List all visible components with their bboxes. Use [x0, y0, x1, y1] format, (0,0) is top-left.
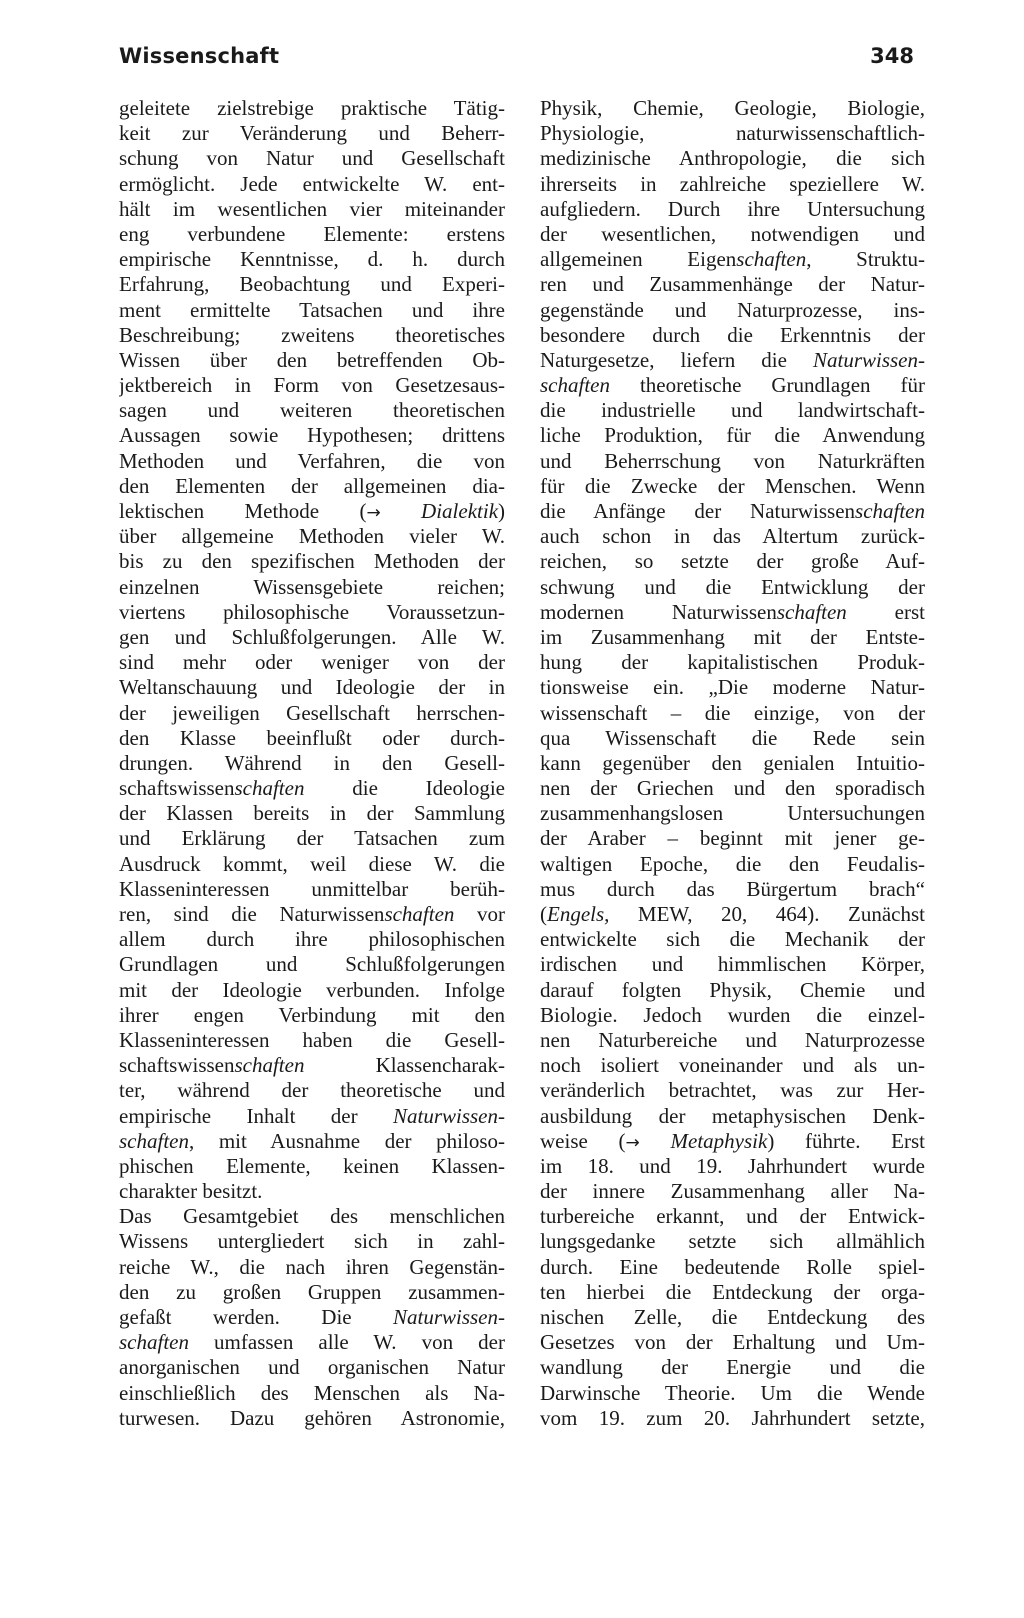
text-line: empirische Kenntnisse, d. h. durch: [119, 247, 505, 272]
text-line: charakter besitzt.: [119, 1179, 263, 1204]
right-column: [540, 96, 925, 1431]
text-line: schaften, mit Ausnahme der philoso-: [119, 1128, 505, 1153]
text-line: eng verbundene Elemente: erstens: [119, 221, 505, 246]
text-line: (Engels, MEW, 20, 464). Zunächst: [540, 902, 925, 926]
text-line: ihrer engen Verbindung mit den: [119, 1002, 505, 1027]
text-line: mit der Ideologie verbunden. Infolge: [119, 977, 505, 1002]
text-line: geleitete zielstrebige praktische Tätig-: [119, 96, 505, 120]
text-line: tionsweise ein. „Die moderne Natur-: [540, 675, 925, 700]
text-line: einzelnen Wissensgebiete reichen;: [119, 574, 505, 599]
text-line: vom 19. zum 20. Jahrhundert setzte,: [540, 1405, 925, 1430]
text-line: liche Produktion, für die Anwendung: [540, 423, 925, 448]
text-line: anorganischen und organischen Natur: [119, 1355, 505, 1380]
text-line: aufgliedern. Durch ihre Untersuchung: [540, 196, 925, 221]
text-line: wandlung der Energie und die: [540, 1355, 925, 1380]
text-line: phischen Elemente, keinen Klassen-: [119, 1153, 505, 1178]
text-line: Naturgesetze, liefern die Naturwissen-: [540, 347, 925, 372]
text-line: gefaßt werden. Die Naturwissen-: [119, 1305, 505, 1329]
running-title: Wissenschaft: [119, 44, 280, 68]
page-header: [119, 44, 914, 80]
text-line: ter, während der theoretische und: [119, 1078, 505, 1103]
text-line: Physik, Chemie, Geologie, Biologie,: [540, 96, 925, 120]
text-line: den zu großen Gruppen zusammen-: [119, 1279, 505, 1304]
text-line: keit zur Veränderung und Beherr-: [119, 121, 505, 146]
text-line: Gesetzes von der Erhaltung und Um-: [540, 1330, 925, 1355]
text-line: nen Naturbereiche und Naturprozesse: [540, 1027, 925, 1052]
text-line: empirische Inhalt der Naturwissen-: [119, 1103, 505, 1128]
text-line: im 18. und 19. Jahrhundert wurde: [540, 1153, 925, 1178]
text-line: medizinische Anthropologie, die sich: [540, 146, 925, 171]
text-line: der Araber – beginnt mit jener ge-: [540, 826, 925, 851]
text-line: ment ermittelte Tatsachen und ihre: [119, 297, 505, 322]
text-line: die Anfänge der Naturwissenschaften: [540, 499, 925, 523]
text-line: schung von Natur und Gesellschaft: [119, 146, 505, 171]
text-line: ausbildung der metaphysischen Denk-: [540, 1103, 925, 1128]
text-line: Weltanschauung und Ideologie der in: [119, 675, 505, 700]
text-line: reichen, so setzte der große Auf-: [540, 549, 925, 574]
text-line: den Elementen der allgemeinen dia-: [119, 473, 505, 498]
text-line: reiche W., die nach ihren Gegenstän-: [119, 1254, 505, 1279]
text-line: ermöglicht. Jede entwickelte W. ent-: [119, 171, 505, 196]
text-line: waltigen Epoche, die den Feudalis-: [540, 851, 925, 876]
text-line: ihrerseits in zahlreiche speziellere W.: [540, 171, 925, 196]
text-line: Physiologie, naturwissenschaftlich-: [540, 121, 925, 146]
text-line: turbereiche erkannt, und der Entwick-: [540, 1204, 925, 1229]
text-line: hung der kapitalistischen Produk-: [540, 650, 925, 675]
text-line: Erfahrung, Beobachtung und Experi-: [119, 272, 505, 297]
text-line: hält im wesentlichen vier miteinander: [119, 196, 505, 221]
text-line: Das Gesamtgebiet des menschlichen: [119, 1204, 505, 1229]
text-line: Grundlagen und Schlußfolgerungen: [119, 952, 505, 977]
text-line: veränderlich betrachtet, was zur Her-: [540, 1078, 925, 1103]
text-line: Wissens untergliedert sich in zahl-: [119, 1229, 505, 1254]
text-line: sagen und weiteren theoretischen: [119, 398, 505, 423]
page-number: 348: [870, 44, 914, 68]
text-line: nischen Zelle, die Entdeckung des: [540, 1305, 925, 1329]
text-line: bis zu den spezifischen Methoden der: [119, 549, 505, 574]
text-line: und Erklärung der Tatsachen zum: [119, 826, 505, 851]
text-line: qua Wissenschaft die Rede sein: [540, 725, 925, 750]
text-line: Darwinsche Theorie. Um die Wende: [540, 1380, 925, 1405]
text-line: Beschreibung; zweitens theoretisches: [119, 322, 505, 347]
text-line: irdischen und himmlischen Körper,: [540, 952, 925, 977]
text-line: lektischen Methode (→ Dialektik): [119, 499, 505, 523]
text-line: ren und Zusammenhänge der Natur-: [540, 272, 925, 297]
text-line: Klasseninteressen haben die Gesell-: [119, 1027, 505, 1052]
text-line: noch isoliert voneinander und als un-: [540, 1053, 925, 1078]
text-line: schaftswissenschaften die Ideologie: [119, 776, 505, 801]
text-line: über allgemeine Methoden vieler W.: [119, 524, 505, 549]
text-line: schaften umfassen alle W. von der: [119, 1330, 505, 1355]
text-line: Methoden und Verfahren, die von: [119, 448, 505, 473]
text-line: gen und Schlußfolgerungen. Alle W.: [119, 624, 505, 649]
text-line: drungen. Während in den Gesell-: [119, 750, 505, 775]
text-line: allgemeinen Eigenschaften, Struktu-: [540, 247, 925, 272]
text-line: Aussagen sowie Hypothesen; drittens: [119, 423, 505, 448]
text-line: der jeweiligen Gesellschaft herrschen-: [119, 700, 505, 725]
text-line: darauf folgten Physik, Chemie und: [540, 977, 925, 1002]
text-line: jektbereich in Form von Gesetzesaus-: [119, 373, 505, 398]
text-line: Ausdruck kommt, weil diese W. die: [119, 851, 505, 876]
text-line: allem durch ihre philosophischen: [119, 927, 505, 952]
text-line: den Klasse beeinflußt oder durch-: [119, 725, 505, 750]
text-line: gegenstände und Naturprozesse, ins-: [540, 297, 925, 322]
text-line: nen der Griechen und den sporadisch: [540, 776, 925, 801]
text-line: der Klassen bereits in der Sammlung: [119, 801, 505, 826]
text-line: zusammenhangslosen Untersuchungen: [540, 801, 925, 826]
text-line: viertens philosophische Voraussetzun-: [119, 599, 505, 624]
text-line: besondere durch die Erkenntnis der: [540, 322, 925, 347]
text-line: Biologie. Jedoch wurden die einzel-: [540, 1002, 925, 1027]
text-line: der wesentlichen, notwendigen und: [540, 221, 925, 246]
text-line: schaftswissenschaften Klassencharak-: [119, 1053, 505, 1078]
text-line: durch. Eine bedeutende Rolle spiel-: [540, 1254, 925, 1279]
text-line: sind mehr oder weniger von der: [119, 650, 505, 675]
text-line: modernen Naturwissenschaften erst: [540, 599, 925, 624]
text-line: für die Zwecke der Menschen. Wenn: [540, 473, 925, 498]
text-line: Wissen über den betreffenden Ob-: [119, 347, 505, 372]
text-line: ren, sind die Naturwissenschaften vor: [119, 902, 505, 926]
text-line: mus durch das Bürgertum brach“: [540, 876, 925, 901]
text-line: auch schon in das Altertum zurück-: [540, 524, 925, 549]
text-line: im Zusammenhang mit der Entste-: [540, 624, 925, 649]
text-line: kann gegenüber den genialen Intuitio-: [540, 750, 925, 775]
text-line: schwung und die Entwicklung der: [540, 574, 925, 599]
text-line: entwickelte sich die Mechanik der: [540, 927, 925, 952]
text-line: wissenschaft – die einzige, von der: [540, 700, 925, 725]
text-line: die industrielle und landwirtschaft-: [540, 398, 925, 423]
text-line: und Beherrschung von Naturkräften: [540, 448, 925, 473]
text-line: der innere Zusammenhang aller Na-: [540, 1179, 925, 1204]
left-column: [119, 96, 505, 1431]
text-line: weise (→ Metaphysik) führte. Erst: [540, 1128, 925, 1153]
text-line: lungsgedanke setzte sich allmählich: [540, 1229, 925, 1254]
text-line: turwesen. Dazu gehören Astronomie,: [119, 1405, 505, 1430]
text-line: schaften theoretische Grundlagen für: [540, 373, 925, 398]
text-line: Klasseninteressen unmittelbar berüh-: [119, 876, 505, 901]
text-line: einschließlich des Menschen als Na-: [119, 1380, 505, 1405]
text-line: ten hierbei die Entdeckung der orga-: [540, 1279, 925, 1304]
